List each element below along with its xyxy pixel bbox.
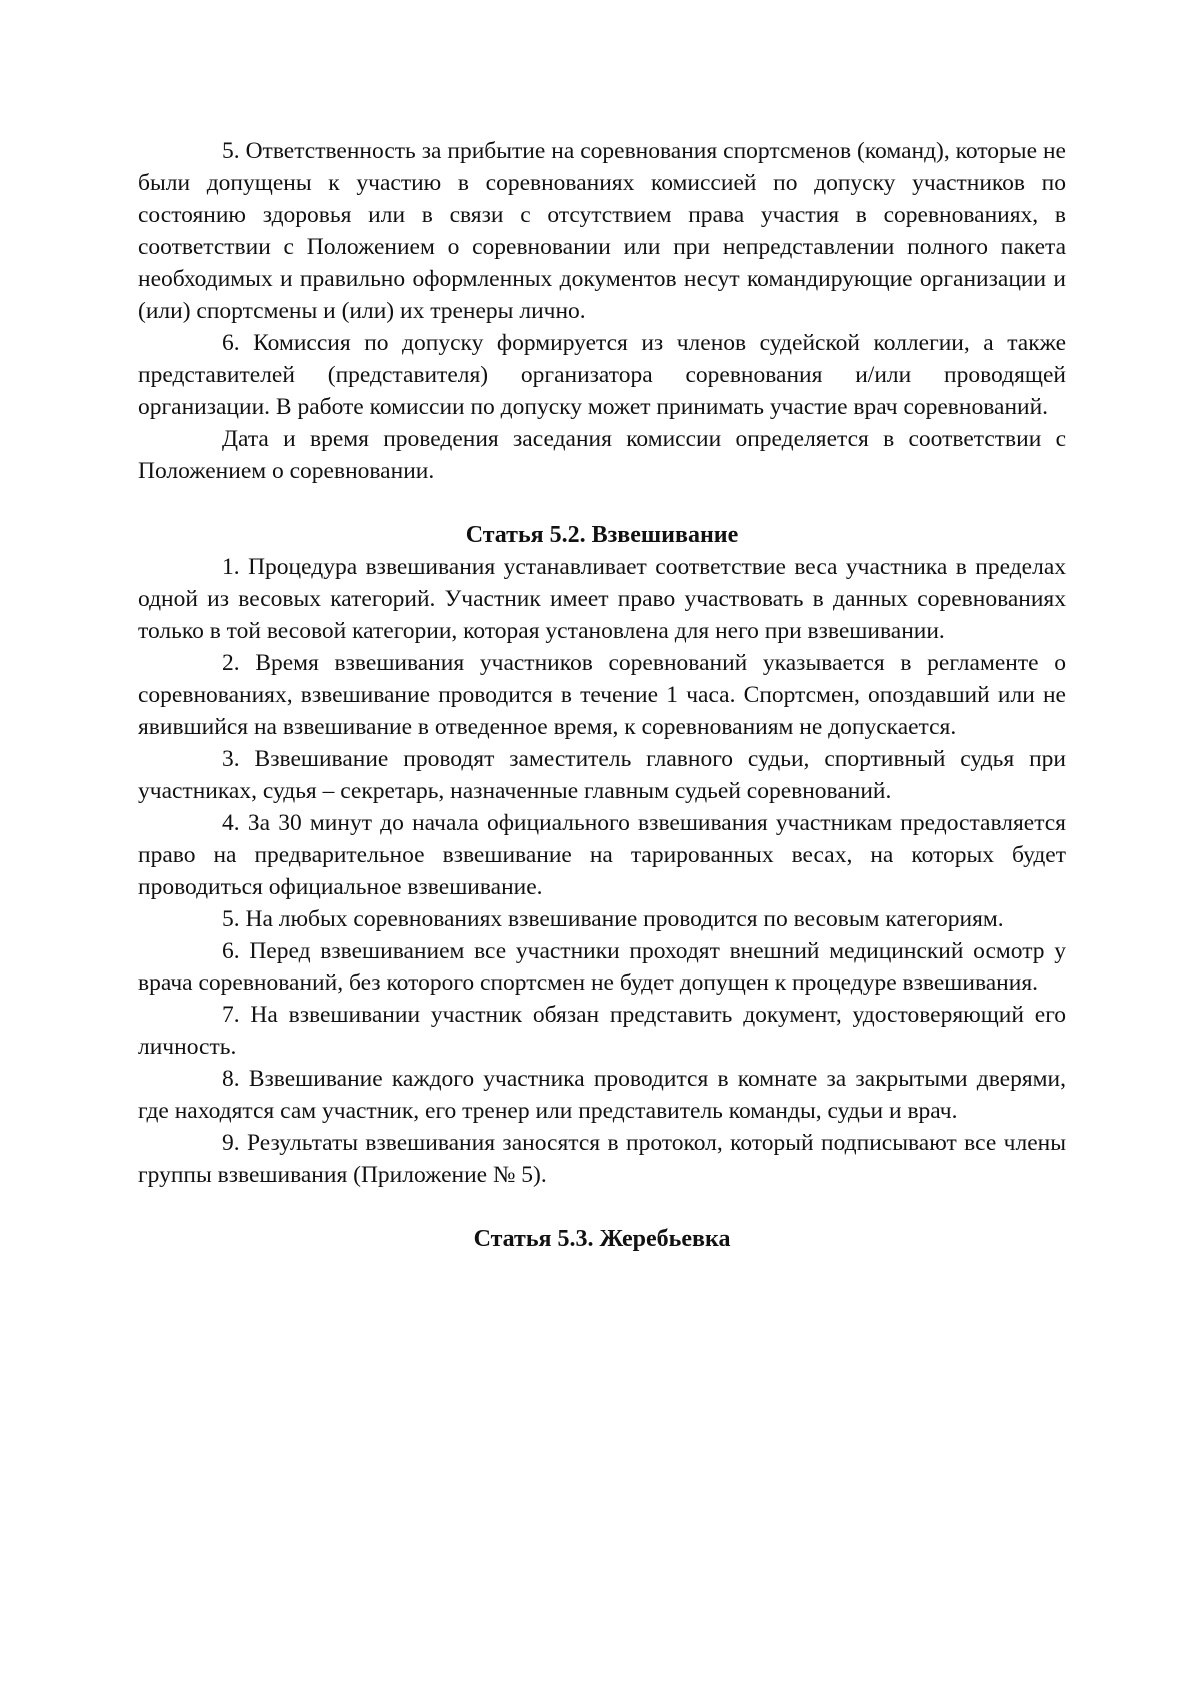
article-5-3-heading: Статья 5.3. Жеребьевка xyxy=(473,1226,731,1252)
weighing-item-4: 4. За 30 минут до начала официального взвешивания участникам предоставляется право на предварительное взвешивание на тарированных весах, на которых будет проводиться официальное взвешивание. xyxy=(138,810,1066,900)
weighing-item-5: 5. На любых соревнованиях взвешивание проводится по весовым категориям. xyxy=(222,906,1004,932)
weighing-item-1: 1. Процедура взвешивания устанавливает соответствие веса участника в пределах одной из весовых категорий. Участник имеет право участвовать в данных соревнованиях только в той весовой категории, которая установлена для него при взвешивании. xyxy=(138,554,1066,644)
weighing-item-2: 2. Время взвешивания участников соревнований указывается в регламенте о соревнованиях, взвешивание проводится в течение 1 часа. Спортсмен, опоздавший или не явившийся на взвешивание в отведенное время, к соревнованиям не допускается. xyxy=(138,650,1066,740)
spacer xyxy=(138,487,1066,519)
document-page xyxy=(138,135,1066,1255)
paragraph-commission-date: Дата и время проведения заседания комиссии определяется в соответствии с Положением о соревновании. xyxy=(138,426,1066,484)
spacer xyxy=(138,1191,1066,1223)
weighing-item-7: 7. На взвешивании участник обязан представить документ, удостоверяющий его личность. xyxy=(138,1002,1066,1060)
weighing-item-9: 9. Результаты взвешивания заносятся в протокол, который подписывают все члены группы взвешивания (Приложение № 5). xyxy=(138,1130,1066,1188)
weighing-item-3: 3. Взвешивание проводят заместитель главного судьи, спортивный судья при участниках, судья – секретарь, назначенные главным судьей соревнований. xyxy=(138,746,1066,804)
paragraph-admission-commission: 6. Комиссия по допуску формируется из членов судейской коллегии, а также представителей (представителя) организатора соревнования и/или проводящей организации. В работе комиссии по допуску может принимать участие врач соревнований. xyxy=(138,330,1066,420)
weighing-item-8: 8. Взвешивание каждого участника проводится в комнате за закрытыми дверями, где находятся сам участник, его тренер или представитель команды, судьи и врач. xyxy=(138,1066,1066,1124)
paragraph-admission-responsibility: 5. Ответственность за прибытие на соревнования спортсменов (команд), которые не были допущены к участию в соревнованиях комиссией по допуску участников по состоянию здоровья или в связи с отсутствием права участия в соревнованиях, в соответствии с Положением о соревновании или при непредставлении полного пакета необходимых и правильно оформленных документов несут командирующие организации и (или) спортсмены и (или) их тренеры лично. xyxy=(138,138,1066,324)
article-5-2-heading: Статья 5.2. Взвешивание xyxy=(465,522,739,548)
weighing-item-6: 6. Перед взвешиванием все участники проходят внешний медицинский осмотр у врача соревнований, без которого спортсмен не будет допущен к процедуре взвешивания. xyxy=(138,938,1066,996)
